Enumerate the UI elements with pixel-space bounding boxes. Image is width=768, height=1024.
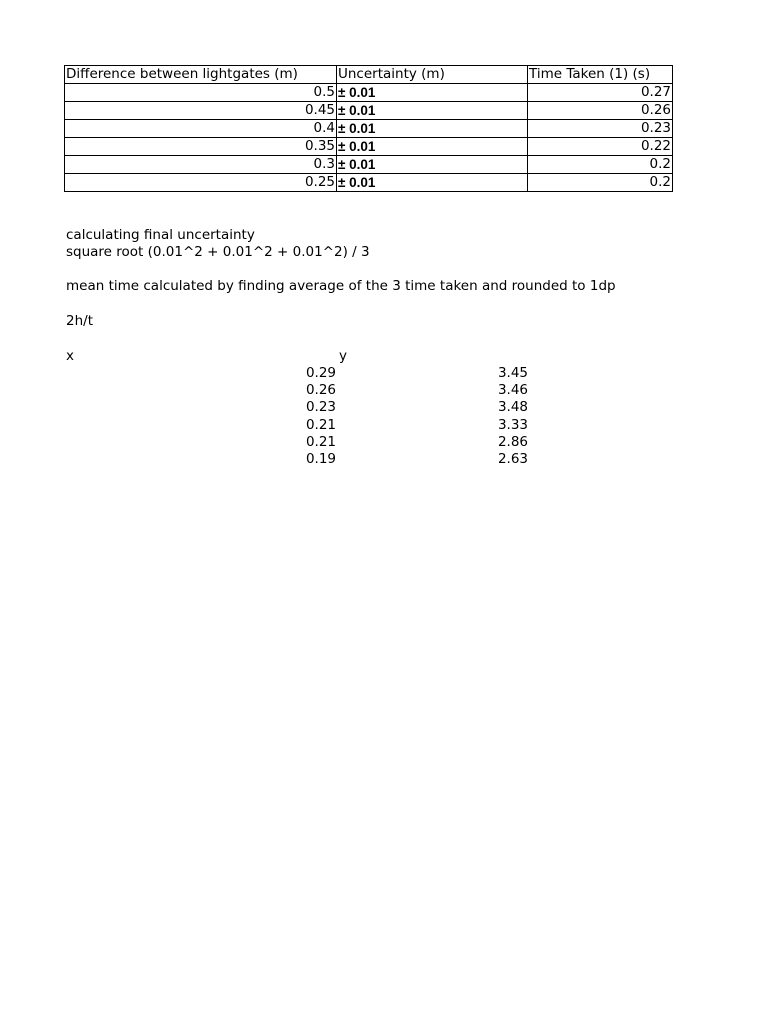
uncertainty-heading-text: calculating final uncertainty [66, 227, 255, 243]
x-column-label: x [66, 348, 74, 364]
difference-cell: 0.45 [65, 102, 337, 120]
uncertainty-cell: ± 0.01 [337, 84, 528, 102]
formula-note: 2h/t [66, 313, 93, 329]
y-value: 3.45 [497, 365, 528, 381]
x-value: 0.29 [305, 365, 336, 381]
header-difference: Difference between lightgates (m) [65, 66, 337, 84]
uncertainty-cell: ± 0.01 [337, 120, 528, 138]
table-row [65, 138, 673, 156]
time-cell: 0.27 [528, 84, 673, 102]
uncertainty-cell: ± 0.01 [337, 174, 528, 192]
time-cell: 0.22 [528, 138, 673, 156]
mean-time-note: mean time calculated by finding average of the 3 time taken and rounded to 1dp [66, 278, 616, 294]
measurements-table [64, 65, 673, 192]
table-row [65, 156, 673, 174]
difference-cell: 0.5 [65, 84, 337, 102]
header-uncertainty: Uncertainty (m) [337, 66, 528, 84]
x-value: 0.21 [305, 417, 336, 433]
x-value: 0.19 [305, 451, 336, 467]
y-column-label: y [339, 348, 347, 364]
uncertainty-cell: ± 0.01 [337, 102, 528, 120]
x-value: 0.21 [305, 434, 336, 450]
x-value: 0.23 [305, 399, 336, 415]
header-time-taken: Time Taken (1) (s) [528, 66, 673, 84]
x-value: 0.26 [305, 382, 336, 398]
table-row [65, 120, 673, 138]
uncertainty-cell: ± 0.01 [337, 138, 528, 156]
difference-cell: 0.35 [65, 138, 337, 156]
uncertainty-formula-text: square root (0.01^2 + 0.01^2 + 0.01^2) / 3 [66, 244, 370, 260]
y-value: 3.48 [497, 399, 528, 415]
table-row [65, 174, 673, 192]
table-header-row [65, 66, 673, 84]
difference-cell: 0.4 [65, 120, 337, 138]
time-cell: 0.26 [528, 102, 673, 120]
uncertainty-cell: ± 0.01 [337, 156, 528, 174]
difference-cell: 0.25 [65, 174, 337, 192]
y-value: 3.46 [497, 382, 528, 398]
time-cell: 0.2 [528, 156, 673, 174]
time-cell: 0.23 [528, 120, 673, 138]
time-cell: 0.2 [528, 174, 673, 192]
table-row [65, 84, 673, 102]
y-value: 3.33 [497, 417, 528, 433]
y-value: 2.86 [497, 434, 528, 450]
y-value: 2.63 [497, 451, 528, 467]
difference-cell: 0.3 [65, 156, 337, 174]
table-row [65, 102, 673, 120]
